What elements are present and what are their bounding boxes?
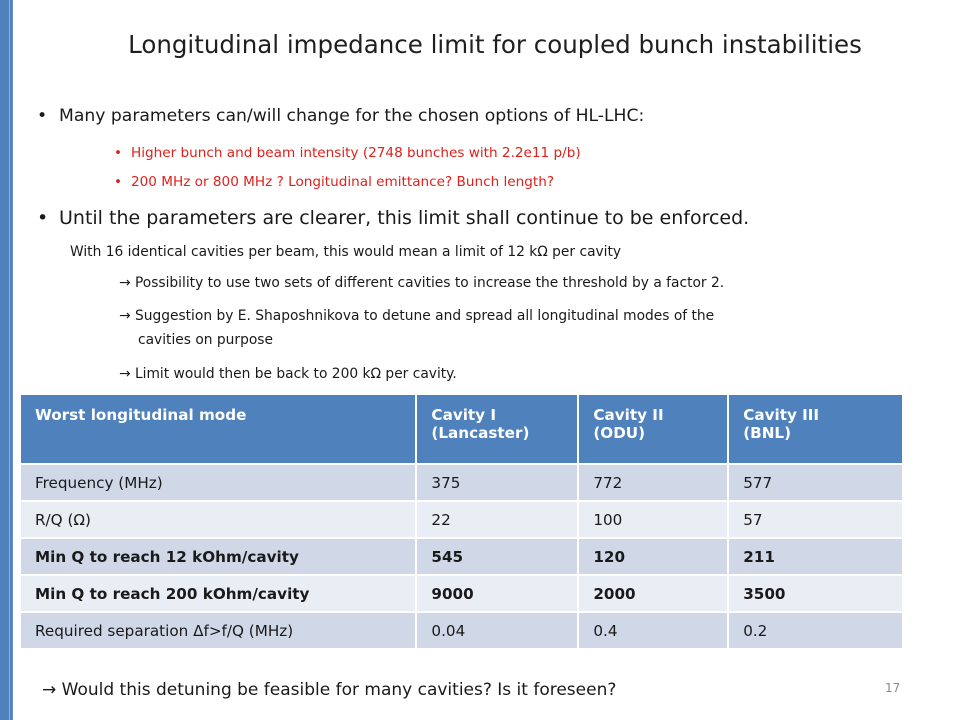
- table-cell: 772: [578, 464, 728, 501]
- table-cell: 120: [578, 538, 728, 575]
- table-cell: Frequency (MHz): [21, 464, 416, 501]
- arrow-item-limit-back: → Limit would then be back to 200 kΩ per cavity.: [119, 366, 457, 382]
- table-cell: 0.04: [416, 612, 578, 648]
- table-cell: 375: [416, 464, 578, 501]
- table-row: [21, 575, 903, 612]
- bullet-dot-icon: •: [37, 207, 49, 229]
- sub-bullet-text: Higher bunch and beam intensity (2748 bunches with 2.2e11 p/b): [131, 145, 581, 161]
- arrow-item-detune: → Suggestion by E. Shaposhnikova to detune and spread all longitudinal modes of the: [119, 308, 715, 324]
- table-cell: 100: [578, 501, 728, 538]
- bullet-text: Many parameters can/will change for the chosen options of HL-LHC:: [59, 106, 645, 126]
- slide-title: Longitudinal impedance limit for coupled bunch instabilities: [128, 30, 862, 59]
- bullet-dot-icon: •: [37, 106, 48, 126]
- cavities-limit-line: With 16 identical cavities per beam, this would mean a limit of 12 kΩ per cavity: [70, 244, 622, 260]
- table-cell: Min Q to reach 12 kOhm/cavity: [21, 538, 416, 575]
- table-cell: Required separation Δf>f/Q (MHz): [21, 612, 416, 648]
- cavity-mode-table: [21, 395, 904, 648]
- left-accent-bar: [0, 0, 13, 720]
- table-row: [21, 538, 903, 575]
- bullet-dot-icon: •: [114, 174, 123, 190]
- table-cell: 22: [416, 501, 578, 538]
- table-header-cell: Cavity III (BNL): [728, 395, 903, 464]
- table-cell: 9000: [416, 575, 578, 612]
- table-cell: 57: [728, 501, 903, 538]
- arrow-item-detune-continued: cavities on purpose: [138, 332, 273, 348]
- sub-bullet-text: 200 MHz or 800 MHz ? Longitudinal emittance? Bunch length?: [131, 174, 555, 190]
- table-header-cell: Cavity I (Lancaster): [416, 395, 578, 464]
- table-row: [21, 612, 903, 648]
- table-cell: 545: [416, 538, 578, 575]
- table-cell: R/Q (Ω): [21, 501, 416, 538]
- table-cell: 211: [728, 538, 903, 575]
- table-cell: 2000: [578, 575, 728, 612]
- table-cell: 577: [728, 464, 903, 501]
- table-header-row: [21, 395, 903, 464]
- table-cell: Min Q to reach 200 kOhm/cavity: [21, 575, 416, 612]
- table-header-cell: Cavity II (ODU): [578, 395, 728, 464]
- table-cell: 0.2: [728, 612, 903, 648]
- bullet-dot-icon: •: [114, 145, 123, 161]
- table-row: [21, 464, 903, 501]
- footer-question: → Would this detuning be feasible for many cavities? Is it foreseen?: [42, 680, 617, 700]
- table-row: [21, 501, 903, 538]
- table-cell: 0.4: [578, 612, 728, 648]
- table-cell: 3500: [728, 575, 903, 612]
- table-header-cell: Worst longitudinal mode: [21, 395, 416, 464]
- page-number: 17: [885, 681, 901, 695]
- arrow-item-two-sets: → Possibility to use two sets of different cavities to increase the threshold by a factor 2.: [119, 275, 725, 291]
- bullet-text: Until the parameters are clearer, this limit shall continue to be enforced.: [59, 207, 750, 229]
